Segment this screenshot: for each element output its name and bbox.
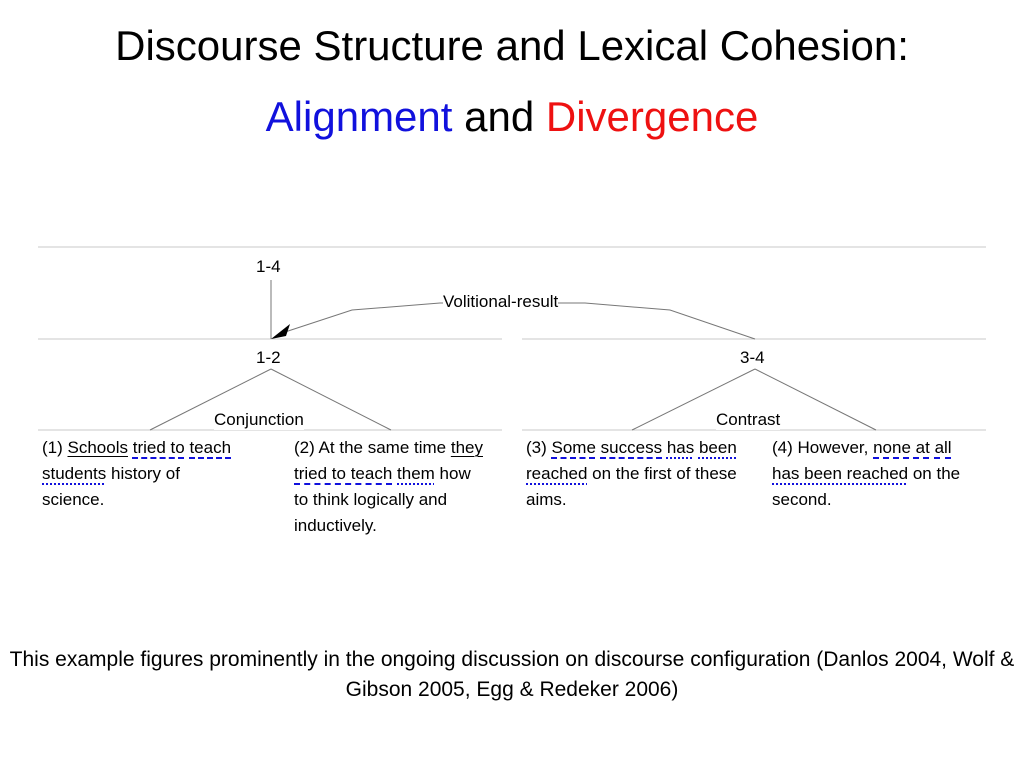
seg2-text: (2) At the same time <box>294 438 451 457</box>
title-alignment-word: Alignment <box>265 93 453 140</box>
segment-2 <box>294 435 489 539</box>
seg4-text: (4) However, <box>772 438 874 457</box>
node-1-2: 1-2 <box>256 348 281 367</box>
relation-conjunction: Conjunction <box>214 410 304 429</box>
segment-4 <box>772 435 982 513</box>
title-and-word: and <box>464 93 535 140</box>
seg3-some: Some <box>551 438 596 457</box>
slide-title: Discourse Structure and Lexical Cohesion: <box>115 22 909 69</box>
seg3-text: (3) <box>526 438 552 457</box>
seg3-text: on the first of these aims. <box>526 464 737 509</box>
seg1-students: students <box>42 464 107 483</box>
seg2-text: how to think logically and inductively. <box>294 464 471 535</box>
seg2-them: them <box>397 464 435 483</box>
node-3-4: 3-4 <box>740 348 765 367</box>
title-divergence-word: Divergence <box>545 93 759 140</box>
seg4-none-at: none at <box>873 438 930 457</box>
seg3-been-reached: been reached <box>526 438 737 483</box>
segment-1 <box>42 435 247 513</box>
seg4-all: all <box>934 438 952 457</box>
seg3-success: success <box>600 438 663 457</box>
seg1-tried-to: tried to <box>132 438 185 457</box>
caption: This example figures prominently in the ongoing discussion on discourse configuration (Danlos 2004, Wolf & Gibson 2005, Egg & Redeker 2006) <box>9 648 1015 701</box>
seg3-has: has <box>666 438 695 457</box>
seg4-has-been-reached: has been reached <box>772 464 909 483</box>
seg1-schools: Schools <box>67 438 128 457</box>
seg1-teach: teach <box>189 438 232 457</box>
arrowhead-icon <box>271 324 290 339</box>
relation-volitional-result: Volitional-result <box>443 292 559 311</box>
seg1-text: history of science. <box>42 464 180 509</box>
seg2-tried-to-teach: tried to teach <box>294 464 393 483</box>
seg2-they: they <box>450 438 483 457</box>
segment-3 <box>526 435 741 513</box>
node-1-4: 1-4 <box>256 257 281 276</box>
seg1-text: (1) <box>42 438 68 457</box>
relation-contrast: Contrast <box>716 410 781 429</box>
seg4-text: on the second. <box>772 464 961 509</box>
